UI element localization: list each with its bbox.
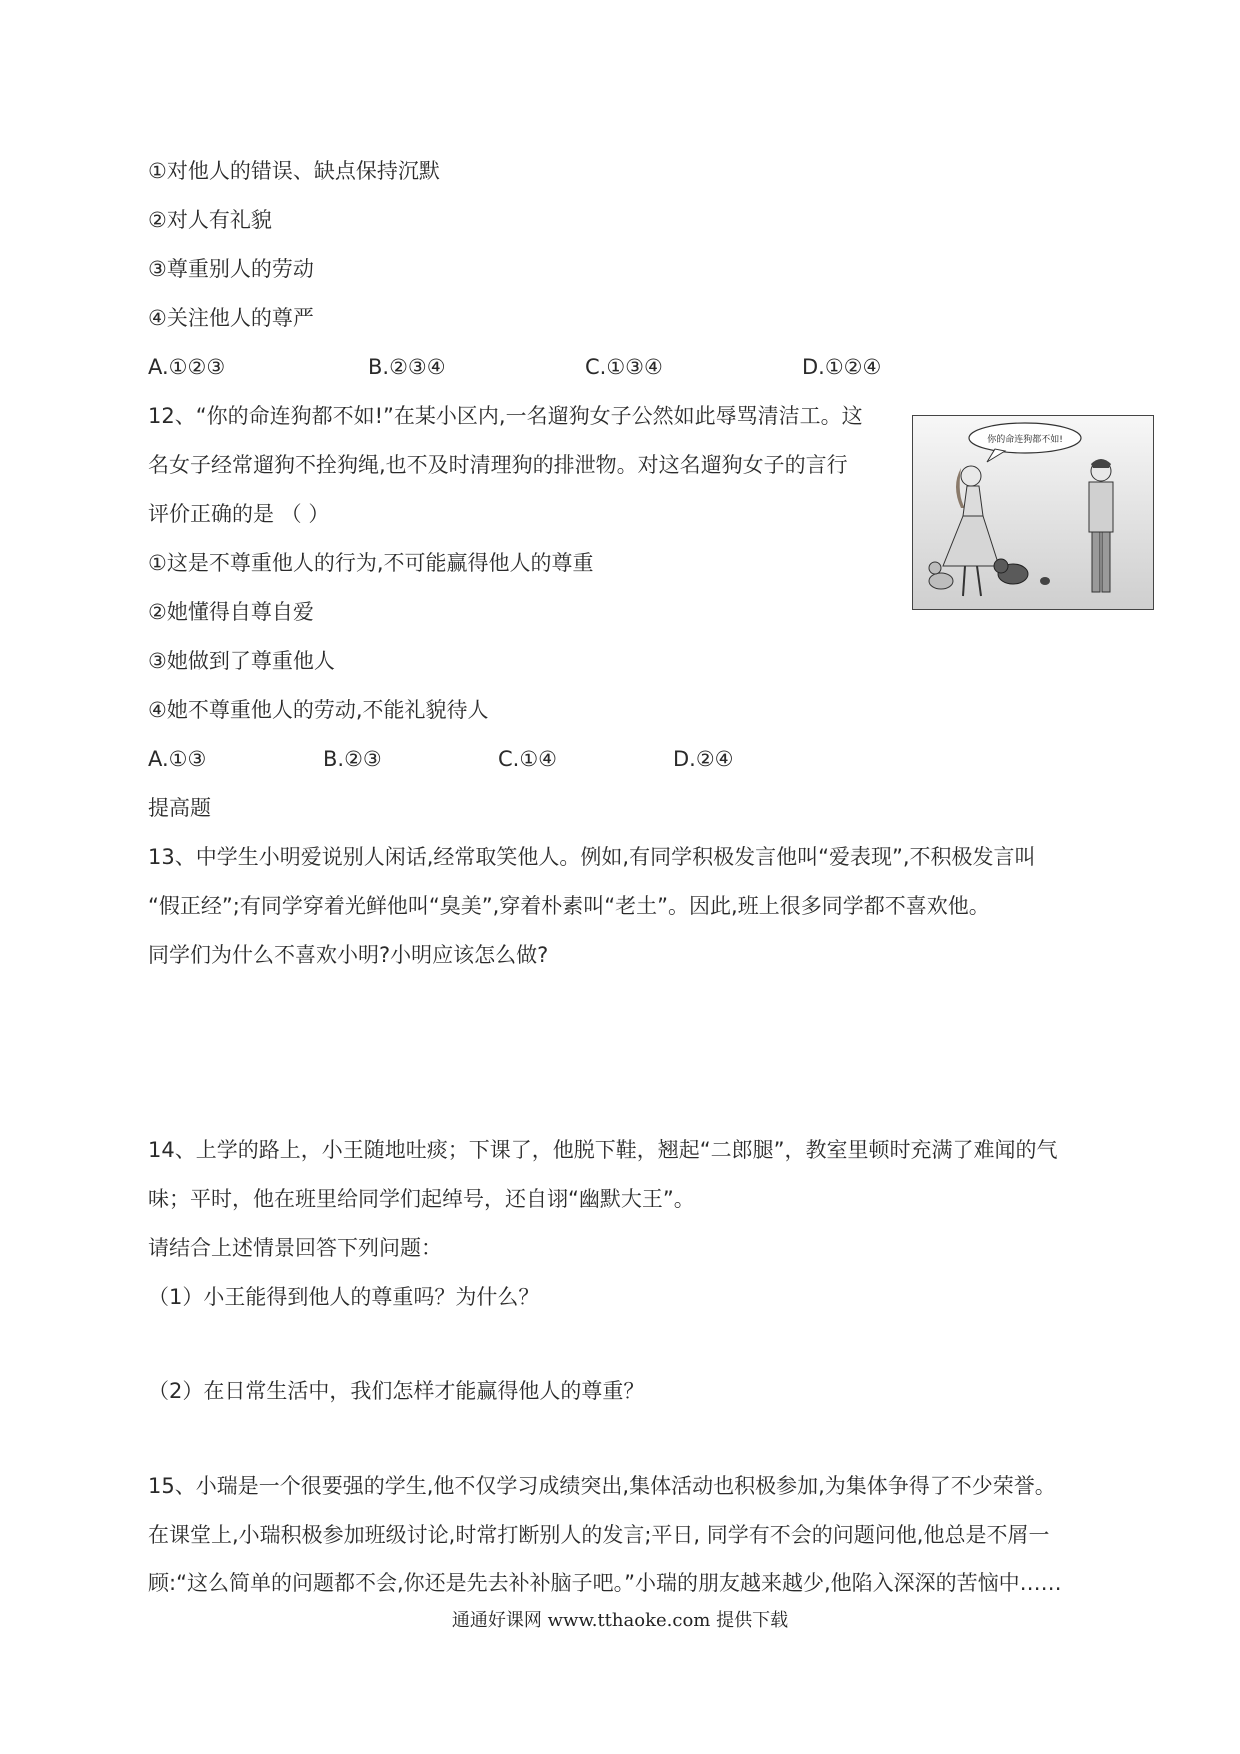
section-title: 提高题 [148,796,211,820]
q11-option-b: B.②③④ [368,355,446,379]
q15-line-3: 顾:“这么简单的问题都不会,你还是先去补补脑子吧。”小瑞的朋友越来越少,他陷入深深的苦恼中…… [148,1571,1062,1595]
q13-line-3: 同学们为什么不喜欢小明?小明应该怎么做? [148,943,549,967]
q13-line-1: 13、中学生小明爱说别人闲话,经常取笑他人。例如,有同学积极发言他叫“爱表现”,不积极发言叫 [148,845,1036,869]
q15-line-1: 15、小瑞是一个很要强的学生,他不仅学习成绩突出,集体活动也积极参加,为集体争得了不少荣誉。 [148,1474,1056,1498]
q14-line-3: 请结合上述情景回答下列问题： [148,1236,442,1260]
q11-option-a: A.①②③ [148,355,226,379]
q12-item-2: ②她懂得自尊自爱 [148,600,314,624]
q12-stem-line-1: 12、“你的命连狗都不如!”在某小区内,一名遛狗女子公然如此辱骂清洁工。这 [148,404,863,428]
q11-option-d: D.①②④ [802,355,882,379]
q11-item-3: ③尊重别人的劳动 [148,257,314,281]
q11-option-c: C.①③④ [585,355,663,379]
q11-item-2: ②对人有礼貌 [148,208,272,232]
q12-item-3: ③她做到了尊重他人 [148,649,335,673]
q12-option-a: A.①③ [148,747,207,771]
q14-subquestion-1: （1）小王能得到他人的尊重吗？为什么？ [148,1285,540,1309]
q13-line-2: “假正经”;有同学穿着光鲜他叫“臭美”,穿着朴素叫“老土”。因此,班上很多同学都不喜欢他。 [148,894,990,918]
q12-option-b: B.②③ [323,747,382,771]
q12-option-c: C.①④ [498,747,557,771]
q12-option-d: D.②④ [673,747,734,771]
q12-stem-line-3: 评价正确的是 （ ） [148,502,330,526]
q14-subquestion-2: （2）在日常生活中，我们怎样才能赢得他人的尊重？ [148,1379,645,1403]
q12-stem-line-2: 名女子经常遛狗不拴狗绳,也不及时清理狗的排泄物。对这名遛狗女子的言行 [148,453,848,477]
cartoon-speech-text: 你的命连狗都不如! [987,435,1063,445]
page-footer: 通通好课网 www.tthaoke.com 提供下载 [451,1610,789,1631]
q12-item-1: ①这是不尊重他人的行为,不可能赢得他人的尊重 [148,551,594,575]
q15-line-2: 在课堂上,小瑞积极参加班级讨论,时常打断别人的发言;平日, 同学有不会的问题问他,他总是不屑一 [148,1523,1050,1547]
cartoon-drawing [913,416,1153,609]
q14-line-2: 味；平时，他在班里给同学们起绰号，还自诩“幽默大王”。 [148,1187,695,1211]
q14-line-1: 14、上学的路上，小王随地吐痰；下课了，他脱下鞋，翘起“二郎腿”，教室里顿时充满了难闻的气 [148,1138,1058,1162]
q11-item-4: ④关注他人的尊严 [148,306,314,330]
q12-item-4: ④她不尊重他人的劳动,不能礼貌待人 [148,698,489,722]
q11-item-1: ①对他人的错误、缺点保持沉默 [148,159,440,183]
cartoon-illustration [912,415,1154,610]
